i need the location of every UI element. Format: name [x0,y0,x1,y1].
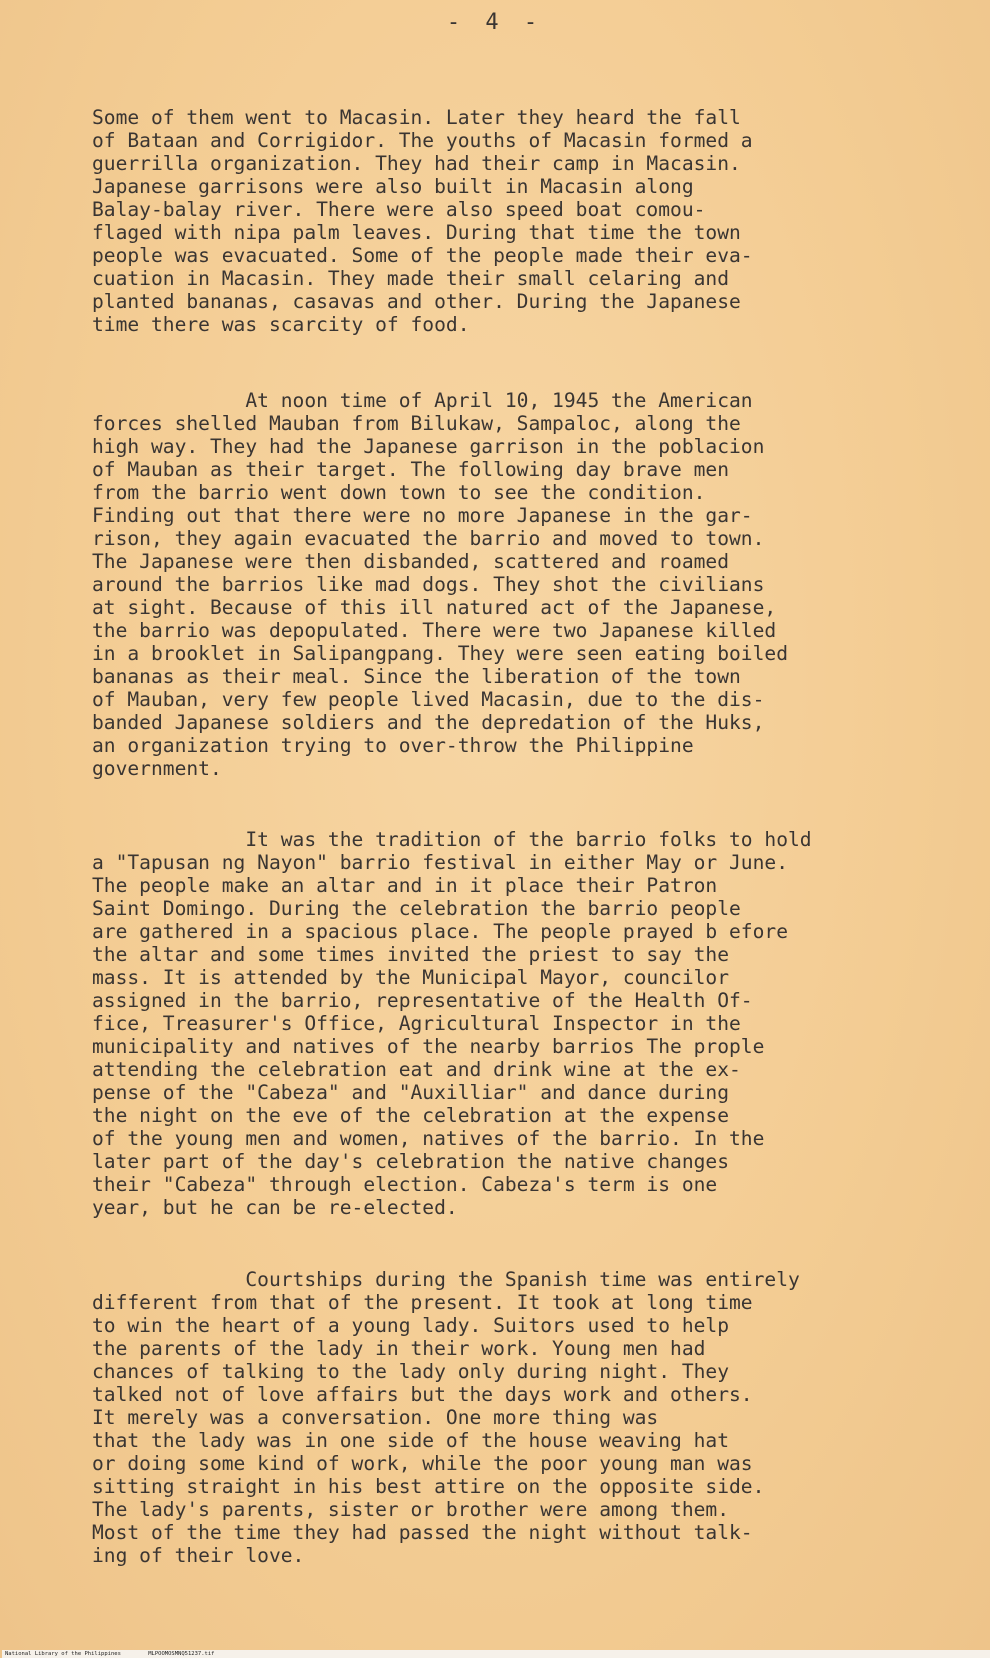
text-line: forces shelled Mauban from Bilukaw, Sampaloc, along the [92,412,741,435]
text-line: around the barrios like mad dogs. They shot the civilians [92,573,765,596]
text-line: people was evacuated. Some of the people made their eva- [92,244,753,267]
text-line: the parents of the lady in their work. Young men had [92,1337,706,1360]
text-line: rison, they again evacuated the barrio and moved to town. [92,527,765,550]
text-line: Saint Domingo. During the celebration the barrio people [92,897,741,920]
text-line: banded Japanese soldiers and the depredation of the Huks, [92,711,765,734]
text-line: different from that of the present. It took at long time [92,1291,753,1314]
text-line: Most of the time they had passed the night without talk- [92,1521,753,1544]
text-line: It was the tradition of the barrio folks to hold [92,828,812,851]
text-line: At noon time of April 10, 1945 the American [92,389,753,412]
text-line: of Bataan and Corrigidor. The youths of Macasin formed a [92,129,753,152]
text-line: or doing some kind of work, while the poor young man was [92,1452,753,1475]
text-line: Japanese garrisons were also built in Macasin along [92,175,694,198]
text-line: guerrilla organization. They had their camp in Macasin. [92,152,741,175]
text-line: the night on the eve of the celebration at the expense [92,1104,730,1127]
text-line: planted bananas, casavas and other. During the Japanese [92,290,741,313]
text-line: pense of the "Cabeza" and "Auxilliar" and dance during [92,1081,730,1104]
text-line: The people make an altar and in it place their Patron [92,874,718,897]
text-line: an organization trying to over-throw the Philippine [92,734,694,757]
text-line: Finding out that there were no more Japanese in the gar- [92,504,753,527]
text-line: are gathered in a spacious place. The people prayed b efore [92,920,788,943]
paragraph-american-shelling [92,389,922,780]
text-line: of the young men and women, natives of the barrio. In the [92,1127,765,1150]
paragraph-tapusan-ng-nayon [92,828,922,1219]
page-number: - 4 - [446,10,544,35]
text-line: sitting straight in his best attire on the opposite side. [92,1475,765,1498]
text-line: chances of talking to the lady only during night. They [92,1360,730,1383]
text-line: The Japanese were then disbanded, scattered and roamed [92,550,730,573]
text-line: of Mauban, very few people lived Macasin, due to the dis- [92,688,765,711]
text-line: attending the celebration eat and drink wine at the ex- [92,1058,741,1081]
scan-footer [2,1650,990,1658]
text-line: It merely was a conversation. One more thing was [92,1406,659,1429]
text-line: at sight. Because of this ill natured act of the Japanese, [92,596,777,619]
text-line: from the barrio went down town to see the condition. [92,481,706,504]
paragraph-macasin-guerrilla [92,106,922,336]
text-line: the altar and some times invited the priest to say the [92,943,730,966]
text-line: assigned in the barrio, representative of the Health Of- [92,989,753,1012]
text-line: flaged with nipa palm leaves. During that time the town [92,221,741,244]
file-id: MLPOOMOSMNQ51237.tif [148,1651,215,1657]
text-line: The lady's parents, sister or brother were among them. [92,1498,730,1521]
text-line: Balay-balay river. There were also speed boat comou- [92,198,706,221]
text-line: fice, Treasurer's Office, Agricultural Inspector in the [92,1012,741,1035]
text-line: high way. They had the Japanese garrison in the poblacion [92,435,765,458]
text-line: Courtships during the Spanish time was entirely [92,1268,800,1291]
text-line: ing of their love. [92,1544,305,1567]
text-line: bananas as their meal. Since the liberation of the town [92,665,741,688]
text-line: time there was scarcity of food. [92,313,470,336]
text-line: talked not of love affairs but the days work and others. [92,1383,753,1406]
text-line: year, but he can be re-elected. [92,1196,458,1219]
library-credit: National Library of the Philippines [5,1651,121,1657]
text-line: a "Tapusan ng Nayon" barrio festival in either May or June. [92,851,788,874]
text-line: government. [92,757,222,780]
text-line: later part of the day's celebration the native changes [92,1150,730,1173]
text-line: of Mauban as their target. The following day brave men [92,458,730,481]
text-line: municipality and natives of the nearby barrios The prople [92,1035,765,1058]
text-line: Some of them went to Macasin. Later they heard the fall [92,106,741,129]
text-line: their "Cabeza" through election. Cabeza's term is one [92,1173,718,1196]
text-line: in a brooklet in Salipangpang. They were seen eating boiled [92,642,788,665]
paragraph-courtships [92,1268,922,1567]
text-line: the barrio was depopulated. There were two Japanese killed [92,619,777,642]
text-line: cuation in Macasin. They made their small celaring and [92,267,730,290]
text-line: that the lady was in one side of the house weaving hat [92,1429,730,1452]
text-line: to win the heart of a young lady. Suitors used to help [92,1314,730,1337]
text-line: mass. It is attended by the Municipal Mayor, councilor [92,966,730,989]
